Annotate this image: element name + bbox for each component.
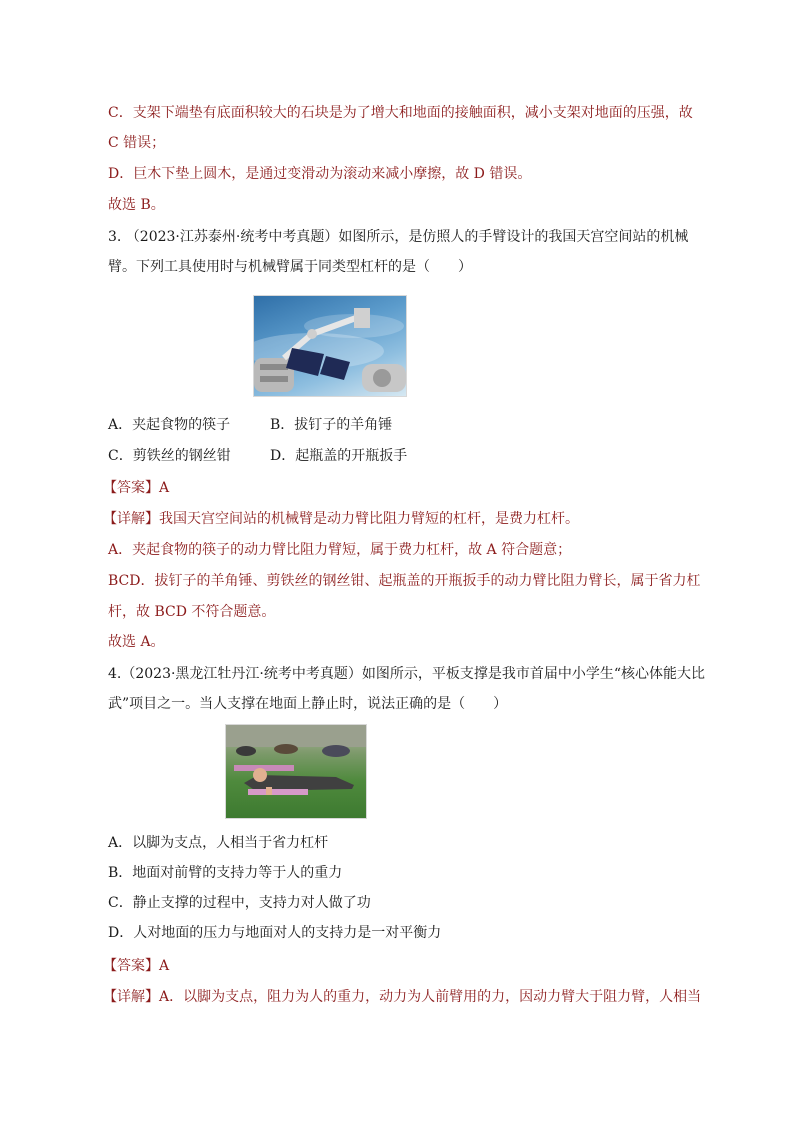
- prev-option-c-explanation-line2: C 错误；: [108, 135, 166, 151]
- q3-explanation-a: A．夹起食物的筷子的动力臂比阻力臂短，属于费力杠杆，故 A 符合题意；: [108, 542, 572, 558]
- prev-option-d-explanation: D．巨木下垫上圆木，是通过变滑动为滚动来减小摩擦，故 D 错误。: [108, 166, 532, 182]
- space-station-illustration: [254, 296, 406, 396]
- plank-exercise-image: [225, 724, 367, 819]
- q4-option-d: D．人对地面的压力与地面对人的支持力是一对平衡力: [108, 925, 442, 941]
- q3-option-a: A．夹起食物的筷子: [108, 417, 231, 433]
- q3-stem-line1: 3. （2023·江苏泰州·统考中考真题）如图所示，是仿照人的手臂设计的我国天宫空间站的机械: [108, 229, 689, 245]
- q3-option-d: D．起瓶盖的开瓶扳手: [270, 448, 408, 464]
- q3-option-c: C．剪铁丝的钢丝钳: [108, 448, 231, 464]
- plank-illustration: [226, 725, 366, 818]
- q3-answer-value: A: [159, 480, 170, 496]
- q4-option-b: B．地面对前臂的支持力等于人的重力: [108, 865, 343, 881]
- prev-select: 故选 B。: [108, 197, 165, 213]
- q4-stem-line1: 4.（2023·黑龙江牡丹江·统考中考真题）如图所示，平板支撑是我市首届中小学生“核心体能大比: [108, 666, 706, 682]
- q4-detail-text: A．以脚为支点，阻力为人的重力，动力为人前臂用的力，因动力臂大于阻力臂，人相当: [159, 989, 702, 1005]
- q3-detail-label: 【详解】: [103, 511, 159, 527]
- q4-answer-label: 【答案】: [103, 958, 159, 974]
- q4-option-a: A．以脚为支点，人相当于省力杠杆: [108, 835, 329, 851]
- q4-detail-label: 【详解】: [103, 989, 159, 1005]
- prev-option-c-explanation-line1: C．支架下端垫有底面积较大的石块是为了增大和地面的接触面积，减小支架对地面的压强，故: [108, 105, 693, 121]
- q3-explanation-bcd-line1: BCD．拔钉子的羊角锤、剪铁丝的钢丝钳、起瓶盖的开瓶扳手的动力臂比阻力臂长，属于省力杠: [108, 573, 701, 589]
- q4-option-c: C．静止支撑的过程中，支持力对人做了功: [108, 895, 371, 911]
- q3-answer-label: 【答案】: [103, 480, 159, 496]
- q3-stem-line2: 臂。下列工具使用时与机械臂属于同类型杠杆的是（ ）: [108, 259, 472, 275]
- q4-answer: [103, 956, 708, 976]
- q4-detail: [103, 987, 708, 1007]
- q3-detail-text: 我国天宫空间站的机械臂是动力臂比阻力臂短的杠杆，是费力杠杆。: [159, 511, 579, 527]
- q3-option-b: B．拔钉子的羊角锤: [270, 417, 393, 433]
- space-station-robotic-arm-image: [253, 295, 407, 397]
- q3-answer: [103, 478, 708, 498]
- q4-stem-line2: 武”项目之一。当人支撑在地面上静止时，说法正确的是（ ）: [108, 696, 508, 712]
- q3-select: 故选 A。: [108, 634, 165, 650]
- q4-answer-value: A: [159, 958, 170, 974]
- q3-detail: [103, 509, 708, 529]
- q3-explanation-bcd-line2: 杆，故 BCD 不符合题意。: [108, 604, 276, 620]
